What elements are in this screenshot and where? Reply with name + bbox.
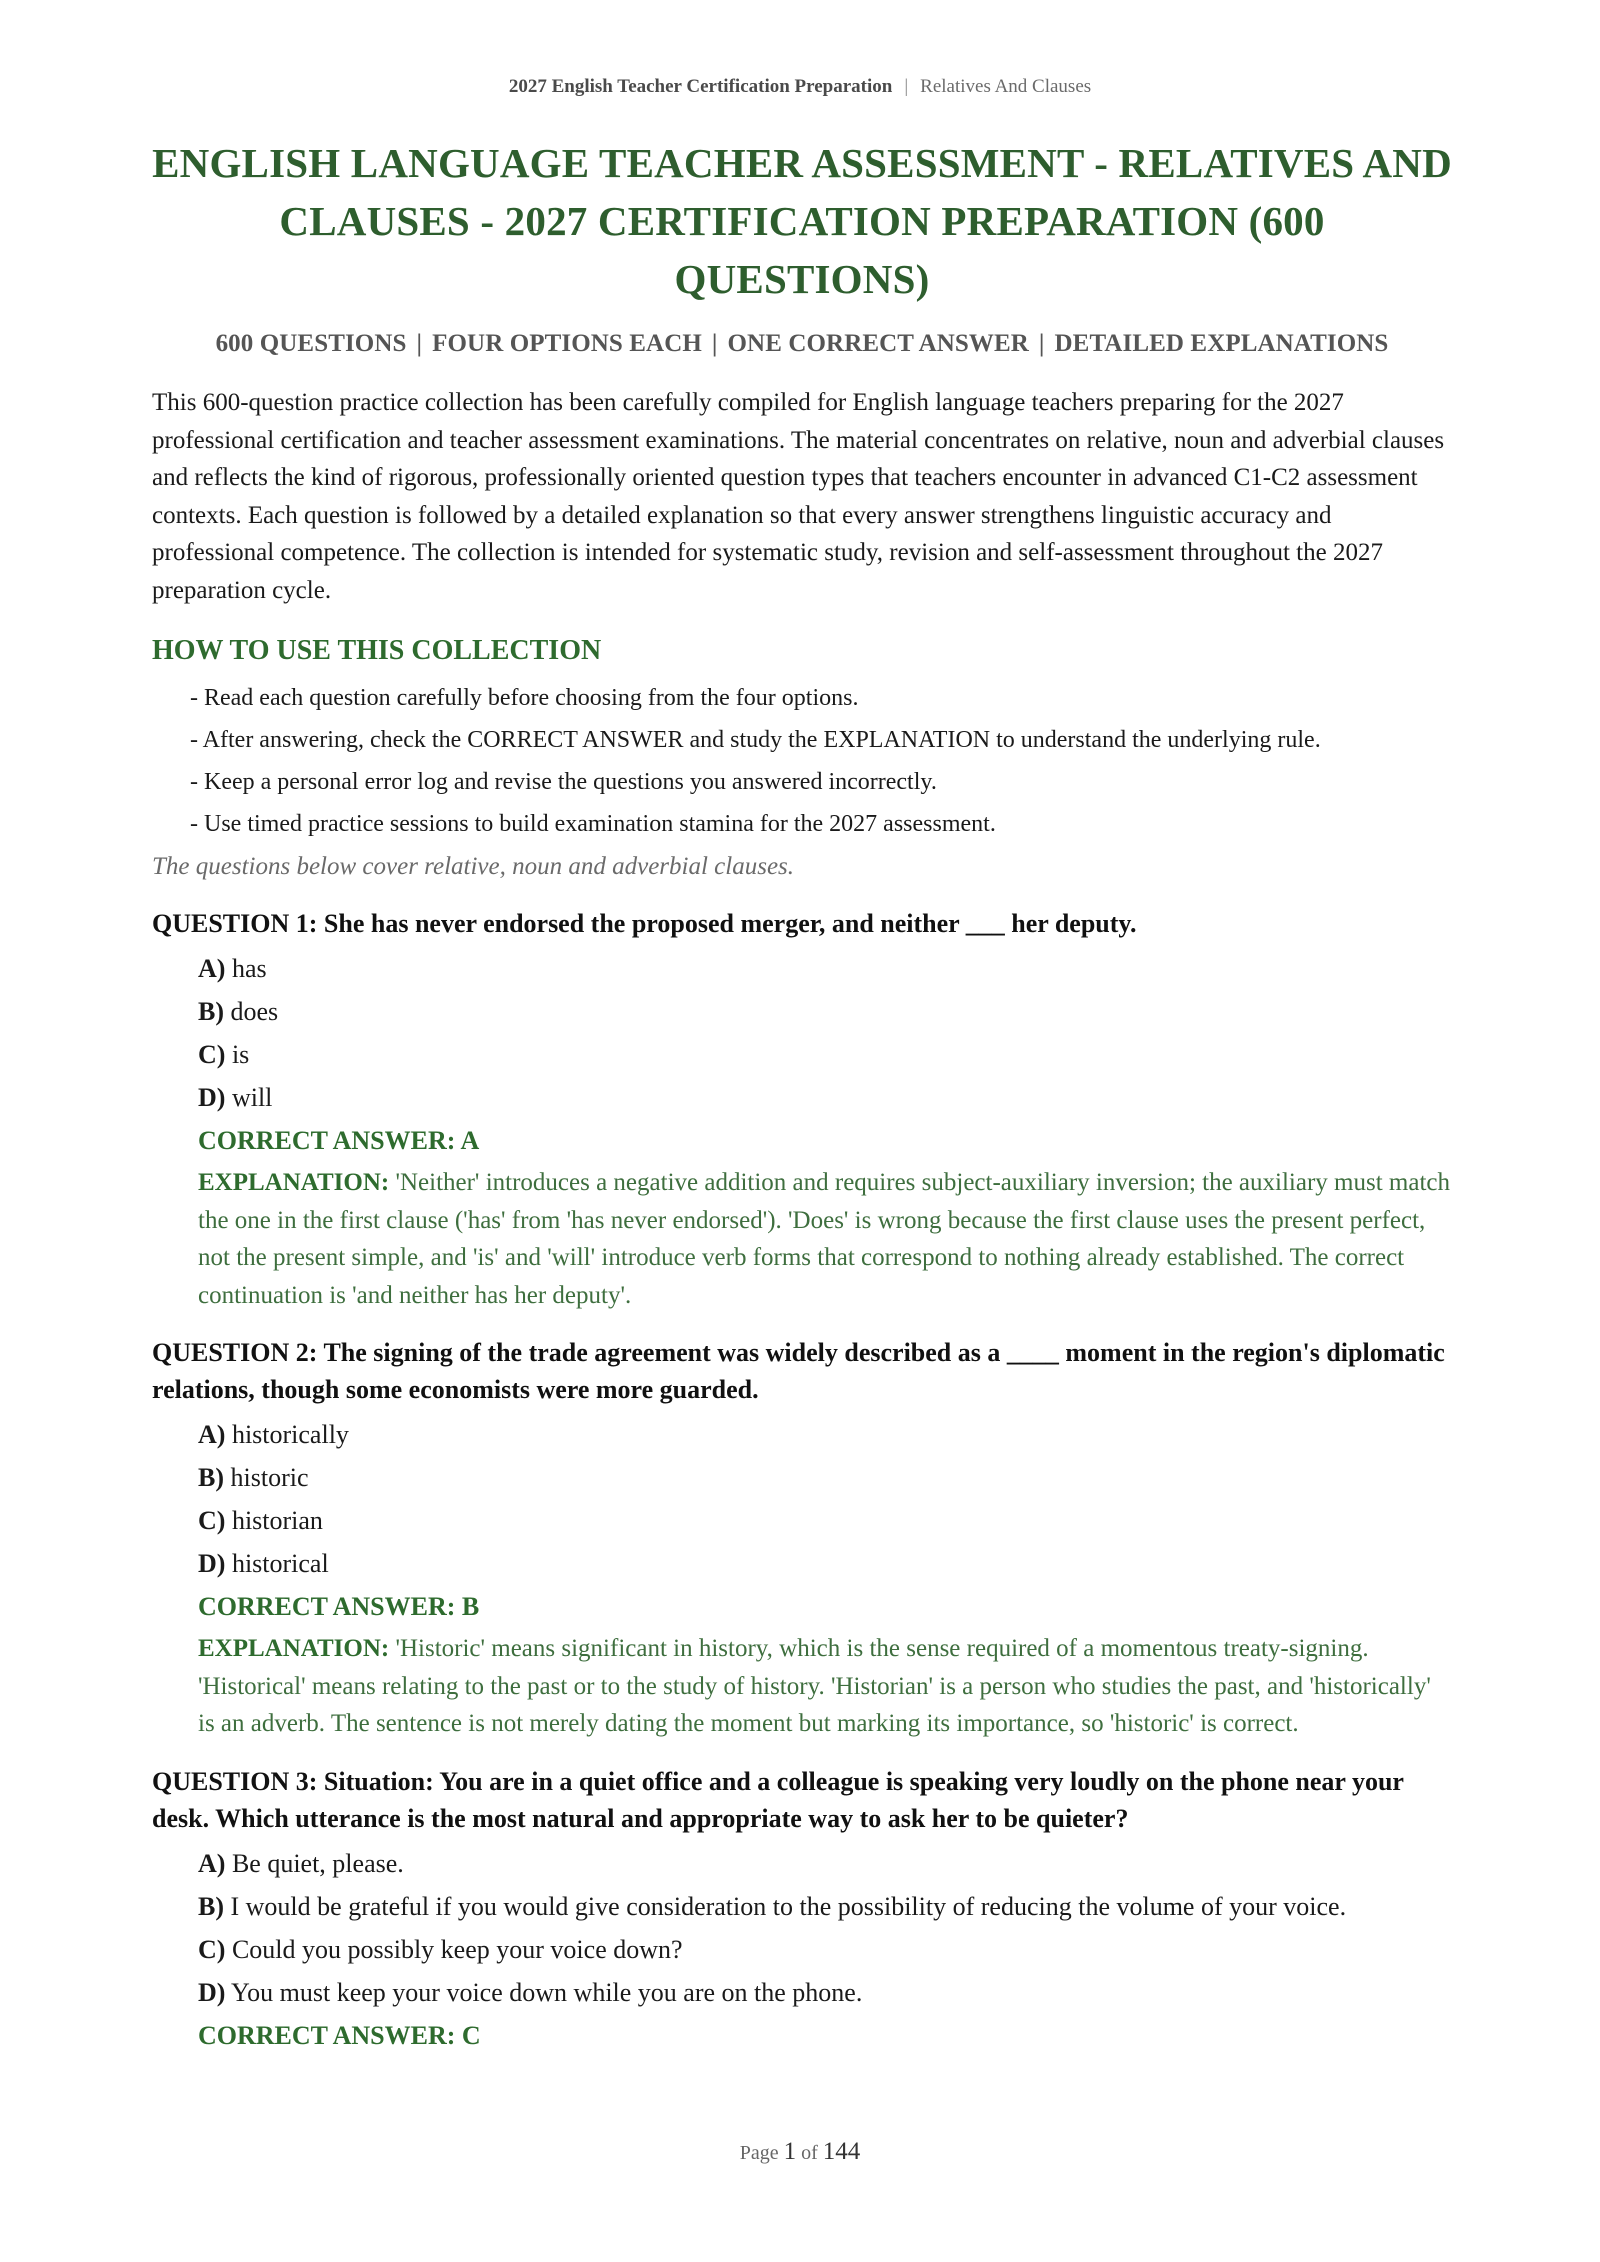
explanation [152, 1630, 1452, 1743]
option-text: historic [230, 1463, 309, 1492]
subtitle-item: 600 QUESTIONS [215, 330, 407, 357]
option-letter: B) [198, 1891, 224, 1921]
explanation-text: 'Historic' means significant in history, which is the sense required of a momentous treaty-signing. 'Historical' means relating to the past or to the study of history. 'Historian' is a person who studies the past, and 'historically' is an adverb. The sentence is not merely dating the moment but marking its importance, so 'historic' is correct. [198, 1635, 1431, 1737]
option-letter: C) [198, 1934, 226, 1964]
of-word: of [801, 2142, 818, 2164]
option-b [198, 1885, 1452, 1928]
explanation-text: 'Neither' introduces a negative addition and requires subject-auxiliary inversion; the auxiliary must match the one in the first clause ('has' from 'has never endorsed'). 'Does' is wrong because the first clause uses the present perfect, not the present simple, and 'is' and 'will' introduce verb forms that correspond to nothing already established. The correct continuation is 'and neither has her deputy'. [198, 1169, 1450, 1309]
option-text: does [230, 997, 279, 1026]
running-header [0, 76, 1600, 98]
subtitle-separator: | [1038, 330, 1045, 357]
correct-answer: CORRECT ANSWER: B [198, 1592, 480, 1621]
running-header-right: Relatives And Clauses [920, 76, 1092, 97]
question-block [152, 1763, 1452, 2057]
explanation-label: EXPLANATION: [198, 1635, 390, 1662]
option-text: will [231, 1083, 273, 1112]
option-a [198, 1413, 1452, 1456]
running-header-separator: | [904, 76, 909, 97]
option-letter: B) [198, 1463, 224, 1492]
option-list [152, 1413, 1452, 1585]
option-list [152, 947, 1452, 1119]
option-letter: D) [198, 1549, 226, 1578]
option-letter: A) [198, 1420, 226, 1449]
option-letter: A) [198, 1848, 226, 1878]
subtitle-item: FOUR OPTIONS EACH [432, 330, 702, 357]
option-text: You must keep your voice down while you are on the phone. [230, 1977, 863, 2007]
total-pages: 144 [822, 2138, 861, 2165]
page-number: 1 [783, 2138, 797, 2165]
option-letter: C) [198, 1506, 226, 1535]
subtitle-separator: | [416, 330, 423, 357]
option-c [198, 1499, 1452, 1542]
option-c [198, 1928, 1452, 1971]
coverage-note: The questions below cover relative, noun and adverbial clauses. [152, 853, 795, 880]
option-letter: C) [198, 1040, 226, 1069]
question-stem: QUESTION 2: The signing of the trade agreement was widely described as a ____ moment in the region's diplomatic relations, though some economists were more guarded. [152, 1338, 1445, 1404]
question-stem: QUESTION 3: Situation: You are in a quiet office and a colleague is speaking very loudly on the phone near your desk. Which utterance is the most natural and appropriate way to ask her to be quieter? [152, 1766, 1404, 1833]
option-text: Could you possibly keep your voice down? [231, 1934, 683, 1964]
question-block [152, 1334, 1452, 1743]
option-d [198, 1076, 1452, 1119]
how-to-item: - Read each question carefully before choosing from the four options. [190, 685, 859, 711]
option-letter: D) [198, 1083, 226, 1112]
main-content [152, 128, 1452, 2057]
option-text: is [231, 1040, 250, 1069]
subtitle-item: DETAILED EXPLANATIONS [1054, 330, 1389, 357]
question-block [152, 905, 1452, 1314]
page-footer [0, 2138, 1600, 2166]
option-text: I would be grateful if you would give consideration to the possibility of reducing the volume of your voice. [230, 1891, 1347, 1921]
option-text: Be quiet, please. [231, 1848, 404, 1878]
option-text: historically [231, 1420, 349, 1449]
option-letter: B) [198, 997, 224, 1026]
option-d [198, 1971, 1452, 2014]
option-b [198, 1456, 1452, 1499]
correct-answer: CORRECT ANSWER: C [198, 2020, 481, 2050]
how-to-item: - Keep a personal error log and revise the questions you answered incorrectly. [190, 769, 937, 795]
document-subtitle [152, 330, 1452, 358]
option-letter: D) [198, 1977, 226, 2007]
document-title: ENGLISH LANGUAGE TEACHER ASSESSMENT - RELATIVES AND CLAUSES - 2027 CERTIFICATION PREPARATION (600 QUESTIONS) [152, 140, 1452, 302]
subtitle-item: ONE CORRECT ANSWER [727, 330, 1029, 357]
how-to-list [152, 681, 1452, 842]
how-to-item: - After answering, check the CORRECT ANSWER and study the EXPLANATION to understand the underlying rule. [190, 727, 1321, 753]
page-word: Page [739, 2142, 779, 2164]
option-text: has [231, 954, 267, 983]
option-list [152, 1842, 1452, 2014]
option-d [198, 1542, 1452, 1585]
subtitle-separator: | [711, 330, 718, 357]
option-a [198, 1842, 1452, 1885]
option-text: historical [231, 1549, 329, 1578]
running-header-left: 2027 English Teacher Certification Preparation [508, 76, 893, 97]
how-to-heading: HOW TO USE THIS COLLECTION [152, 635, 602, 666]
how-to-item: - Use timed practice sessions to build examination stamina for the 2027 assessment. [190, 811, 996, 837]
explanation-label: EXPLANATION: [198, 1169, 390, 1196]
intro-paragraph: This 600-question practice collection has been carefully compiled for English language teachers preparing for the 2027 professional certification and teacher assessment examinations. The material concentrates on relative, noun and adverbial clauses and reflects the kind of rigorous, professionally oriented question types that teachers encounter in advanced C1-C2 assessment contexts. Each question is followed by a detailed explanation so that every answer strengthens linguistic accuracy and professional competence. The collection is intended for systematic study, revision and self-assessment throughout the 2027 preparation cycle. [152, 389, 1445, 604]
option-c [198, 1033, 1452, 1076]
option-text: historian [231, 1506, 323, 1535]
explanation [152, 1164, 1452, 1314]
question-stem: QUESTION 1: She has never endorsed the proposed merger, and neither ___ her deputy. [152, 909, 1137, 938]
option-b [198, 990, 1452, 1033]
correct-answer: CORRECT ANSWER: A [198, 1126, 480, 1155]
option-letter: A) [198, 954, 226, 983]
option-a [198, 947, 1452, 990]
